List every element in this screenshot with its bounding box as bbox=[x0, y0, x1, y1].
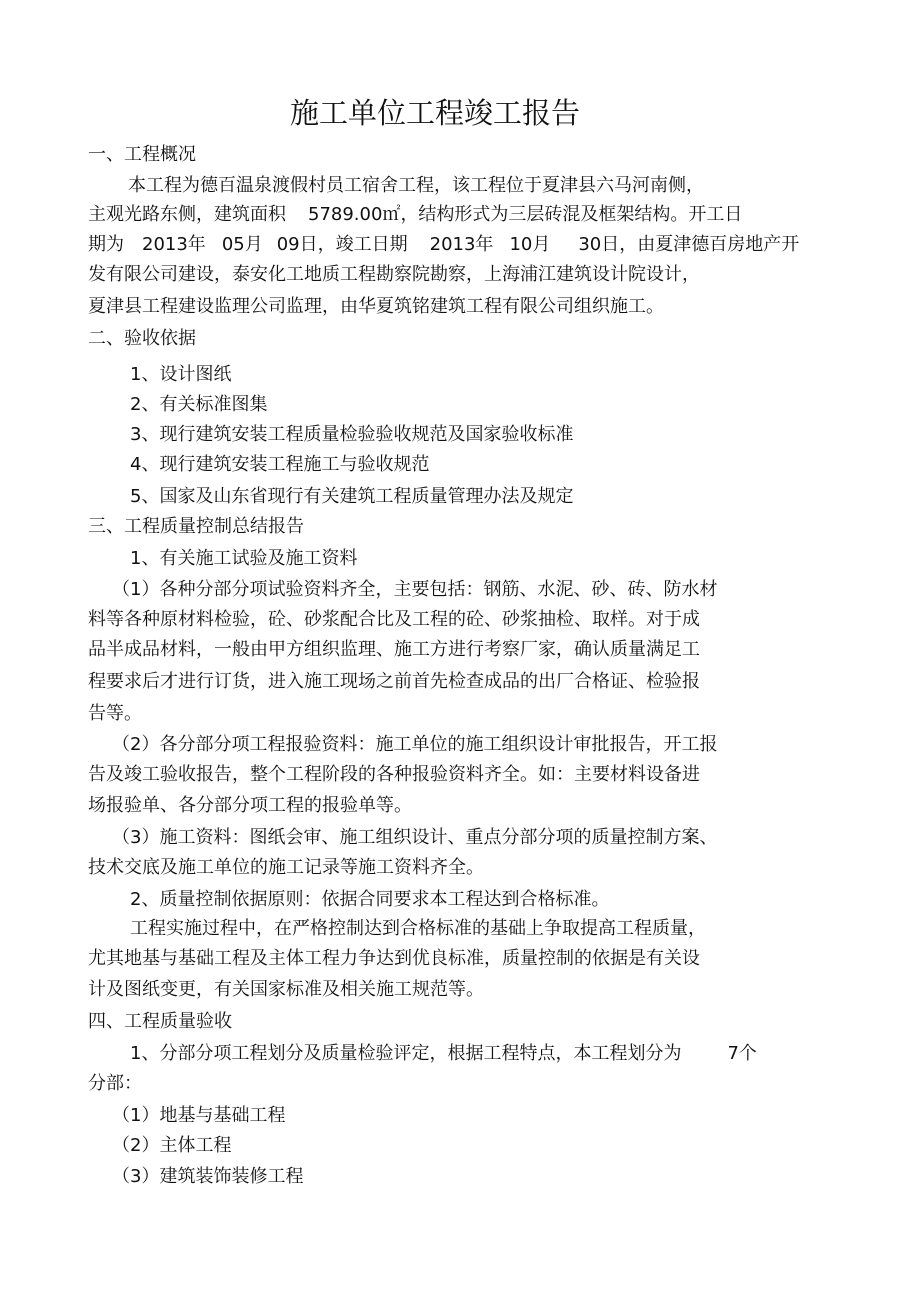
paragraph-line: （3）施工资料：图纸会审、施工组织设计、重点分部分项的质量控制方案、 bbox=[112, 827, 718, 848]
overview-text: ，由夏津德百房地产开 bbox=[619, 234, 800, 255]
paragraph-line: 告及竣工验收报告，整个工程阶段的各种报验资料齐全。如：主要材料设备进 bbox=[88, 764, 700, 785]
overview-line-1: 本工程为德百温泉渡假村员工宿舍工程，该工程位于夏津县六马河南侧， bbox=[128, 175, 704, 196]
subsection-heading: 1、有关施工试验及施工资料 bbox=[130, 548, 358, 569]
start-month: 05月 bbox=[221, 234, 263, 255]
overview-line-5: 夏津县工程建设监理公司监理，由华夏筑铭建筑工程有限公司组织施工。 bbox=[88, 296, 664, 317]
division-item: （3）建筑装饰装修工程 bbox=[112, 1166, 304, 1187]
overview-text: 期为 bbox=[88, 234, 124, 255]
basis-item: 5、国家及山东省现行有关建筑工程质量管理办法及规定 bbox=[130, 486, 574, 507]
overview-text: 主观光路东侧，建筑面积 bbox=[88, 204, 286, 225]
overview-text: ，结构形式为三层砖混及框架结构。开工日 bbox=[400, 204, 743, 225]
paragraph-line: 工程实施过程中，在严格控制达到合格标准的基础上争取提高工程质量， bbox=[130, 918, 706, 939]
basis-item: 4、现行建筑安装工程施工与验收规范 bbox=[130, 454, 430, 475]
subsection-heading bbox=[130, 1041, 757, 1067]
paragraph-line: 告等。 bbox=[88, 703, 142, 724]
end-month: 10月 bbox=[509, 234, 551, 255]
basis-item: 3、现行建筑安装工程质量检验验收规范及国家验收标准 bbox=[130, 424, 574, 445]
section-3-heading: 三、工程质量控制总结报告 bbox=[88, 516, 304, 537]
paragraph-line: 分部： bbox=[88, 1073, 142, 1094]
paragraph-line: 料等各种原材料检验，砼、砂浆配合比及工程的砼、砂浆抽检、取样。对于成 bbox=[88, 609, 700, 630]
section-1-heading: 一、工程概况 bbox=[88, 144, 196, 165]
basis-item: 1、设计图纸 bbox=[130, 364, 232, 385]
start-year: 2013年 bbox=[142, 234, 206, 255]
paragraph-line: 场报验单、各分部分项工程的报验单等。 bbox=[88, 795, 412, 816]
basis-item: 2、有关标准图集 bbox=[130, 394, 268, 415]
division-count: 7个 bbox=[727, 1043, 757, 1064]
paragraph-line: 计及图纸变更，有关国家标准及相关施工规范等。 bbox=[88, 979, 484, 1000]
document-title: 施工单位工程竣工报告 bbox=[290, 96, 581, 130]
building-area: 5789.00㎡ bbox=[308, 204, 401, 225]
paragraph-line: 尤其地基与基础工程及主体工程力争达到优良标准，质量控制的依据是有关设 bbox=[88, 948, 700, 969]
end-day: 30日 bbox=[578, 234, 620, 255]
section-4-heading: 四、工程质量验收 bbox=[88, 1011, 232, 1032]
paragraph-line: 技术交底及施工单位的施工记录等施工资料齐全。 bbox=[88, 857, 484, 878]
overview-text: ，竣工日期 bbox=[317, 234, 408, 255]
paragraph-line: （2）各分部分项工程报验资料：施工单位的施工组织设计审批报告，开工报 bbox=[112, 734, 718, 755]
paragraph-line: 品半成品材料，一般由甲方组织监理、施工方进行考察厂家，确认质量满足工 bbox=[88, 639, 700, 660]
division-item: （1）地基与基础工程 bbox=[112, 1105, 286, 1126]
section-2-heading: 二、验收依据 bbox=[88, 328, 196, 349]
overview-line-2 bbox=[88, 202, 742, 228]
end-year: 2013年 bbox=[429, 234, 494, 255]
overview-line-4: 发有限公司建设，泰安化工地质工程勘察院勘察，上海浦江建筑设计院设计， bbox=[88, 264, 700, 285]
paragraph-line: （1）各种分部分项试验资料齐全，主要包括：钢筋、水泥、砂、砖、防水材 bbox=[112, 579, 718, 600]
overview-line-3 bbox=[88, 232, 799, 258]
division-item: （2）主体工程 bbox=[112, 1135, 232, 1156]
paragraph-line: 程要求后才进行订货，进入施工现场之前首先检查成品的出厂合格证、检验报 bbox=[88, 671, 700, 692]
subsection-heading: 2、质量控制依据原则：依据合同要求本工程达到合格标准。 bbox=[130, 889, 610, 910]
start-day: 09日 bbox=[276, 234, 318, 255]
division-text: 1、分部分项工程划分及质量检验评定，根据工程特点，本工程划分为 bbox=[130, 1043, 682, 1064]
